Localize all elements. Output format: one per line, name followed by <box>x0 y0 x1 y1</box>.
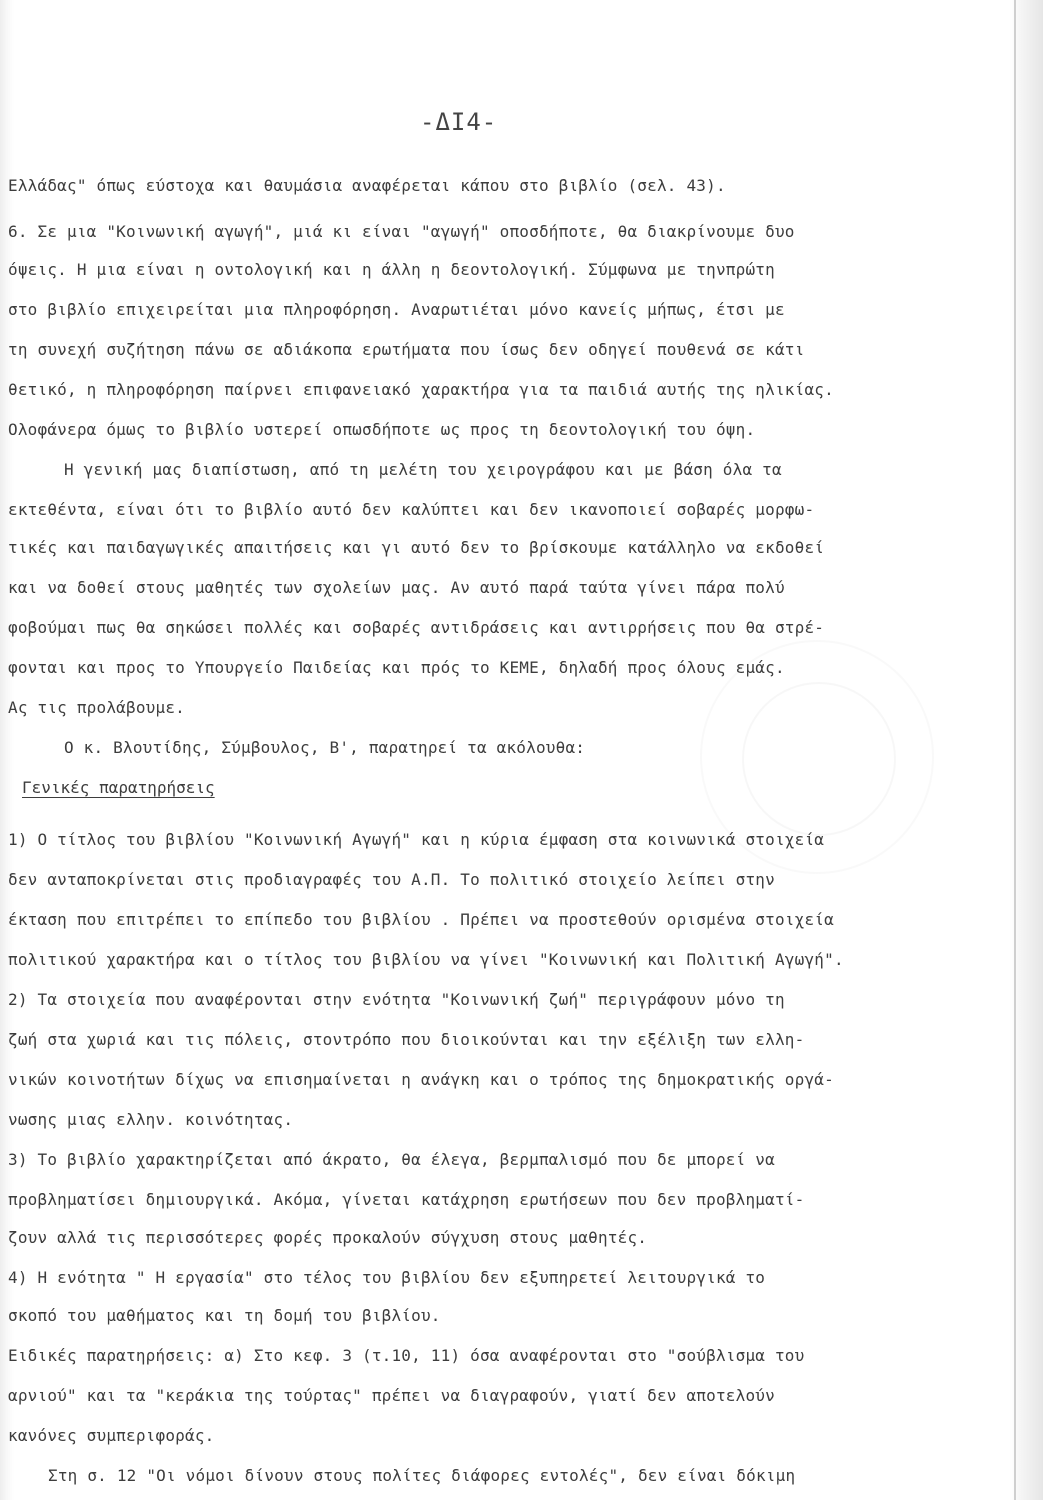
page-number: -ΔΙ4- <box>420 108 498 136</box>
text-line-25: προβληματίσει δημιουργικά. Ακόμα, γίνεται κατάχρηση ερωτήσεων που δεν προβληματί- <box>8 1190 805 1209</box>
text-line-14: Ας τις προλάβουμε. <box>8 698 185 717</box>
text-line-9: εκτεθέντα, είναι ότι το βιβλίο αυτό δεν καλύπτει και δεν ικανοποιεί σοβαρές μορφω- <box>8 500 815 519</box>
text-line-26: ζουν αλλά τις περισσότερες φορές προκαλούν σύγχυση στους μαθητές. <box>8 1228 648 1247</box>
text-line-30: αρνιού" και τα "κεράκια της τούρτας" πρέπει να διαγραφούν, γιατί δεν αποτελούν <box>8 1386 775 1405</box>
text-line-17: δεν ανταποκρίνεται στις προδιαγραφές του Α.Π. Το πολιτικό στοιχείο λείπει στην <box>8 870 775 889</box>
text-line-16: 1) Ο τίτλος του βιβλίου "Κοινωνική Αγωγή" και η κύρια έμφαση στα κοινωνικά στοιχεία <box>8 830 825 849</box>
text-line-29: Ειδικές παρατηρήσεις: α) Στο κεφ. 3 (τ.10, 11) όσα αναφέρονται στο "σούβλισμα του <box>8 1346 805 1365</box>
section-heading: Γενικές παρατηρήσεις <box>22 778 215 797</box>
text-line-28: σκοπό του μαθήματος και τη δομή του βιβλίου. <box>8 1306 441 1325</box>
text-line-8: Η γενική μας διαπίστωση, από τη μελέτη του χειρογράφου και με βάση όλα τα <box>64 460 782 479</box>
text-line-6: θετικό, η πληροφόρηση παίρνει επιφανειακό χαρακτήρα για τα παιδιά αυτής της ηλικίας. <box>8 380 834 399</box>
text-line-2: 6. Σε μια "Κοινωνική αγωγή", μιά κι είναι "αγωγή" οποσδήποτε, θα διακρίνουμε δυο <box>8 222 795 241</box>
text-line-18: έκταση που επιτρέπει το επίπεδο του βιβλίου . Πρέπει να προστεθούν ορισμένα στοιχεία <box>8 910 834 929</box>
text-line-12: φοβούμαι πως θα σηκώσει πολλές και σοβαρές αντιδράσεις και αντιρρήσεις που θα στρέ- <box>8 618 825 637</box>
text-line-7: Ολοφάνερα όμως το βιβλίο υστερεί οπωσδήποτε ως προς τη δεοντολογική του όψη. <box>8 420 756 439</box>
faded-seal-inner-ring <box>742 682 896 836</box>
text-line-21: ζωή στα χωριά και τις πόλεις, στοντρόπο που διοικούνται και την εξέλιξη των ελλη- <box>8 1030 805 1049</box>
page-edge-line <box>1014 0 1016 1500</box>
text-line-3: όψεις. Η μια είναι η οντολογική και η άλλη η δεοντολογική. Σύμφωνα με τηνπρώτη <box>8 260 775 279</box>
text-line-27: 4) Η ενότητα " Η εργασία" στο τέλος του βιβλίου δεν εξυπηρετεί λειτουργικά το <box>8 1268 766 1287</box>
text-line-19: πολιτικού χαρακτήρα και ο τίτλος του βιβλίου να γίνει "Κοινωνική και Πολιτική Αγωγή". <box>8 950 844 969</box>
text-line-15: Ο κ. Βλουτίδης, Σύμβουλος, Β', παρατηρεί τα ακόλουθα: <box>64 738 586 757</box>
text-line-5: τη συνεχή συζήτηση πάνω σε αδιάκοπα ερωτήματα που ίσως δεν οδηγεί πουθενά σε κάτι <box>8 340 805 359</box>
text-line-24: 3) Το βιβλίο χαρακτηρίζεται από άκρατο, θα έλεγα, βερμπαλισμό που δε μπορεί να <box>8 1150 775 1169</box>
text-line-23: νωσης μιας ελλην. κοινότητας. <box>8 1110 294 1129</box>
text-line-20: 2) Τα στοιχεία που αναφέρονται στην ενότητα "Κοινωνική ζωή" περιγράφουν μόνο τη <box>8 990 785 1009</box>
text-line-22: νικών κοινοτήτων δίχως να επισημαίνεται η ανάγκη και ο τρόπος της δημοκρατικής οργά- <box>8 1070 834 1089</box>
text-line-31: κανόνες συμπεριφοράς. <box>8 1426 215 1445</box>
text-line-32: Στη σ. 12 "Οι νόμοι δίνουν στους πολίτες διάφορες εντολές", δεν είναι δόκιμη <box>48 1466 796 1485</box>
text-line-11: και να δοθεί στους μαθητές των σχολείων μας. Αν αυτό παρά ταύτα γίνει πάρα πολύ <box>8 578 785 597</box>
text-line-4: στο βιβλίο επιχειρείται μια πληροφόρηση. Αναρωτιέται μόνο κανείς μήπως, έτσι με <box>8 300 785 319</box>
text-line-1: Ελλάδας" όπως εύστοχα και θαυμάσια αναφέρεται κάπου στο βιβλίο (σελ. 43). <box>8 176 726 195</box>
text-line-10: τικές και παιδαγωγικές απαιτήσεις και γι αυτό δεν το βρίσκουμε κατάλληλο να εκδοθεί <box>8 538 825 557</box>
text-line-13: φονται και προς το Υπουργείο Παιδείας και πρός το ΚΕΜΕ, δηλαδή προς όλους εμάς. <box>8 658 785 677</box>
